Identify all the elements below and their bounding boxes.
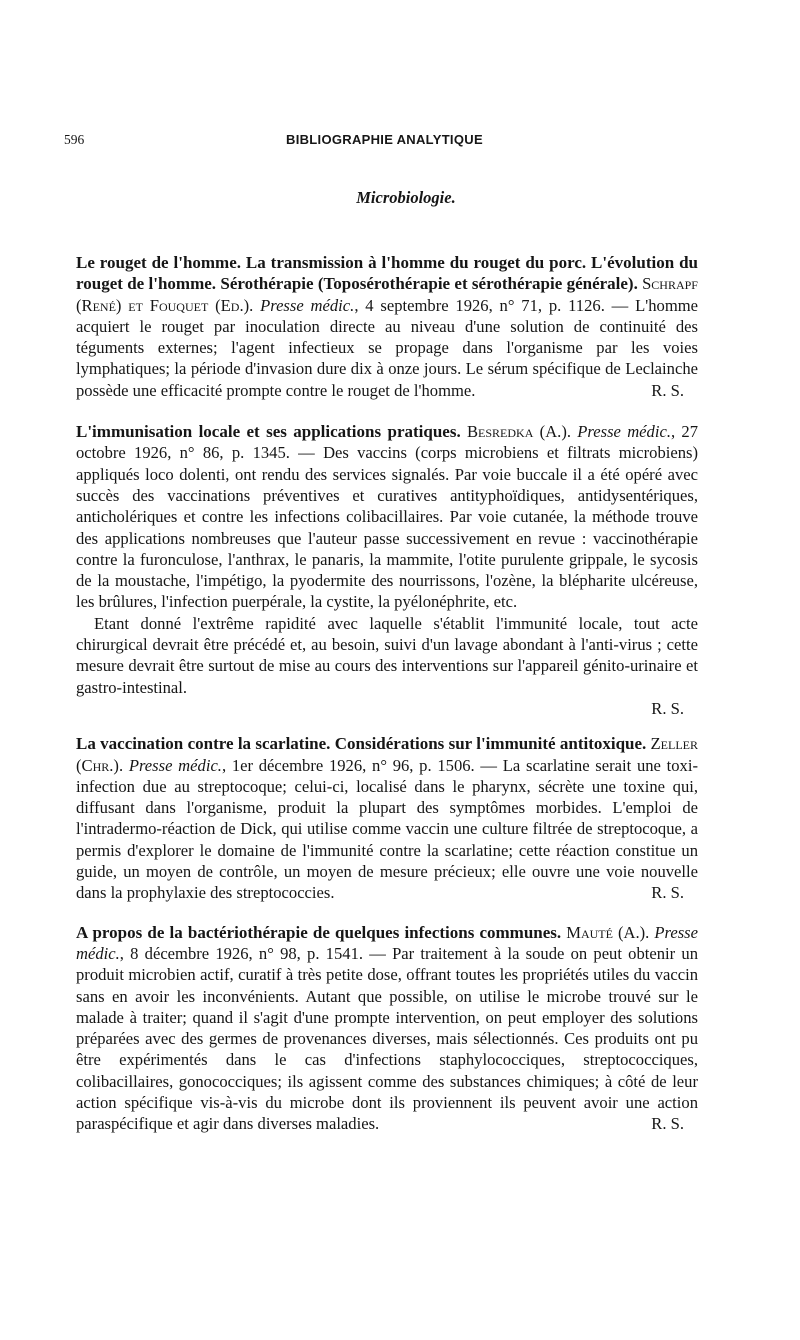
entry-signature: R. S. (651, 883, 684, 903)
entry-citation: , 1er décembre 1926, n° 96, p. 1506. — (221, 755, 498, 775)
entry-signature: R. S. (651, 698, 684, 718)
entry-authors: Besredka (A.). (466, 422, 572, 442)
bibliography-entry (76, 922, 698, 1135)
document-page (64, 128, 699, 1135)
entry-paragraph (76, 613, 698, 698)
entry-paragraph (76, 421, 698, 613)
entry-signature: R. S. (651, 1114, 684, 1134)
entry-paragraph (76, 252, 698, 401)
page-number: 596 (64, 132, 85, 147)
section-heading: Microbiologie. (356, 188, 456, 207)
entry-authors: Mauté (A.). (566, 922, 650, 942)
entry-title: A propos de la bactériothérapie de quelques infections communes. (76, 922, 562, 942)
entry-title: La vaccination contre la scarlatine. Considérations sur l'immunité antitoxique. (76, 734, 647, 754)
entry-abstract-continued: Etant donné l'extrême rapidité avec laquelle s'établit l'immunité locale, tout acte chirurgical devrait être précédé et, au besoin, suivi d'un lavage abondant à l'anti-virus ; cette mesure devrait être surtout de mise au cours des interventions sur l'appareil génito-urinaire et gastro-intestinal. (76, 613, 698, 697)
entry-abstract: L'homme acquiert le rouget par inoculation directe au niveau d'une solution de continuité des téguments externes; l'agent infectieux se propage dans l'organisme par les voies lymphatiques; la période d'invasion dure dix à onze jours. Le sérum spécifique de Leclainche possède une efficacité prompte contre le rouget de l'homme. (76, 295, 698, 400)
entry-journal: Presse médic. (577, 422, 671, 442)
entry-paragraph (76, 922, 698, 1135)
running-title: BIBLIOGRAPHIE ANALYTIQUE (286, 132, 483, 147)
entry-title: L'immunisation locale et ses applications pratiques. (76, 422, 461, 442)
bibliography-entry (76, 252, 698, 401)
entry-citation: , 8 décembre 1926, n° 98, p. 1541. — (119, 943, 386, 963)
entry-abstract: La scarlatine serait une toxi-infection due au streptocoque; celui-ci, localisé dans le pharynx, sécrète une toxine qui, diffusant dans l'organisme, produit la plupart des symptômes morbides. L'emploi de l'intradermo-réaction de Dick, qui utilise comme vaccin une culture filtrée de streptocoque, a permis d'explorer le domaine de l'immunité contre la scarlatine; cette réaction constitue un guide, un moyen de contrôle, un moyen de mesure précieux; elle ouvre une voie nouvelle dans la prophylaxie des streptococcies. (76, 755, 698, 903)
entry-paragraph (76, 733, 698, 903)
entry-journal: Presse médic. (76, 922, 698, 963)
entry-abstract: Par traitement à la soude on peut obtenir un produit microbien actif, curatif à très petite dose, offrant toutes les propriétés utiles du vaccin sans en avoir les inconvénients. Autant que possible, on utilise le microbe trouvé sur le malade à traiter; quand il s'agit d'une prompte intervention, on peut employer des solutions préparées avec des germes de provenances diverses, mais sélectionnés. Ces produits ont pu être expérimentés dans le cas d'infections staphylococciques, streptococciques, colibacillaires, gonococciques; ils agissent comme des substances chimiques; à côté de leur action spécifique vis-à-vis du microbe dont ils proviennent ils peuvent avoir une action paraspécifique et agir dans diverses maladies. (76, 943, 698, 1134)
bibliography-entry (76, 733, 698, 903)
entry-signature: R. S. (651, 380, 684, 400)
bibliography-entry (76, 421, 698, 719)
entry-title: Le rouget de l'homme. La transmission à l'homme du rouget du porc. L'évolution du rouget de l'homme. Sérothérapie (Toposérothérapie et sérothérapie générale). (76, 253, 698, 294)
entry-authors: Schrapf (René) et Fouquet (Ed.). (76, 274, 698, 315)
entry-citation: , 27 octobre 1926, n° 86, p. 1345. — (76, 422, 699, 463)
entry-authors: Zeller (Chr.). (76, 734, 698, 775)
entry-journal: Presse médic. (260, 295, 355, 315)
entry-citation: , 4 septembre 1926, n° 71, p. 1126. — (354, 295, 629, 315)
running-head (64, 128, 698, 150)
entry-abstract: Des vaccins (corps microbiens et filtrats microbiens) appliqués loco dolenti, ont rendu des services signalés. Par voie buccale il a été opéré avec succès des vaccinations préventives et curatives antityphoïdiques, antidysentériques, anticholériques et contre les infections colibacillaires. Par voie cutanée, la méthode trouve des applications nombreuses que l'auteur passe successivement en revue : vaccinothérapie contre la furonculose, l'anthrax, le panaris, la mammite, l'otite purulente grippale, le sycosis de la moustache, l'impétigo, la pyodermite des nourrissons, l'ozène, la blépharite ulcéreuse, les brûlures, l'infection puerpérale, la cystite, la pyélonéphrite, etc. (76, 443, 699, 612)
entry-journal: Presse médic. (128, 755, 222, 775)
